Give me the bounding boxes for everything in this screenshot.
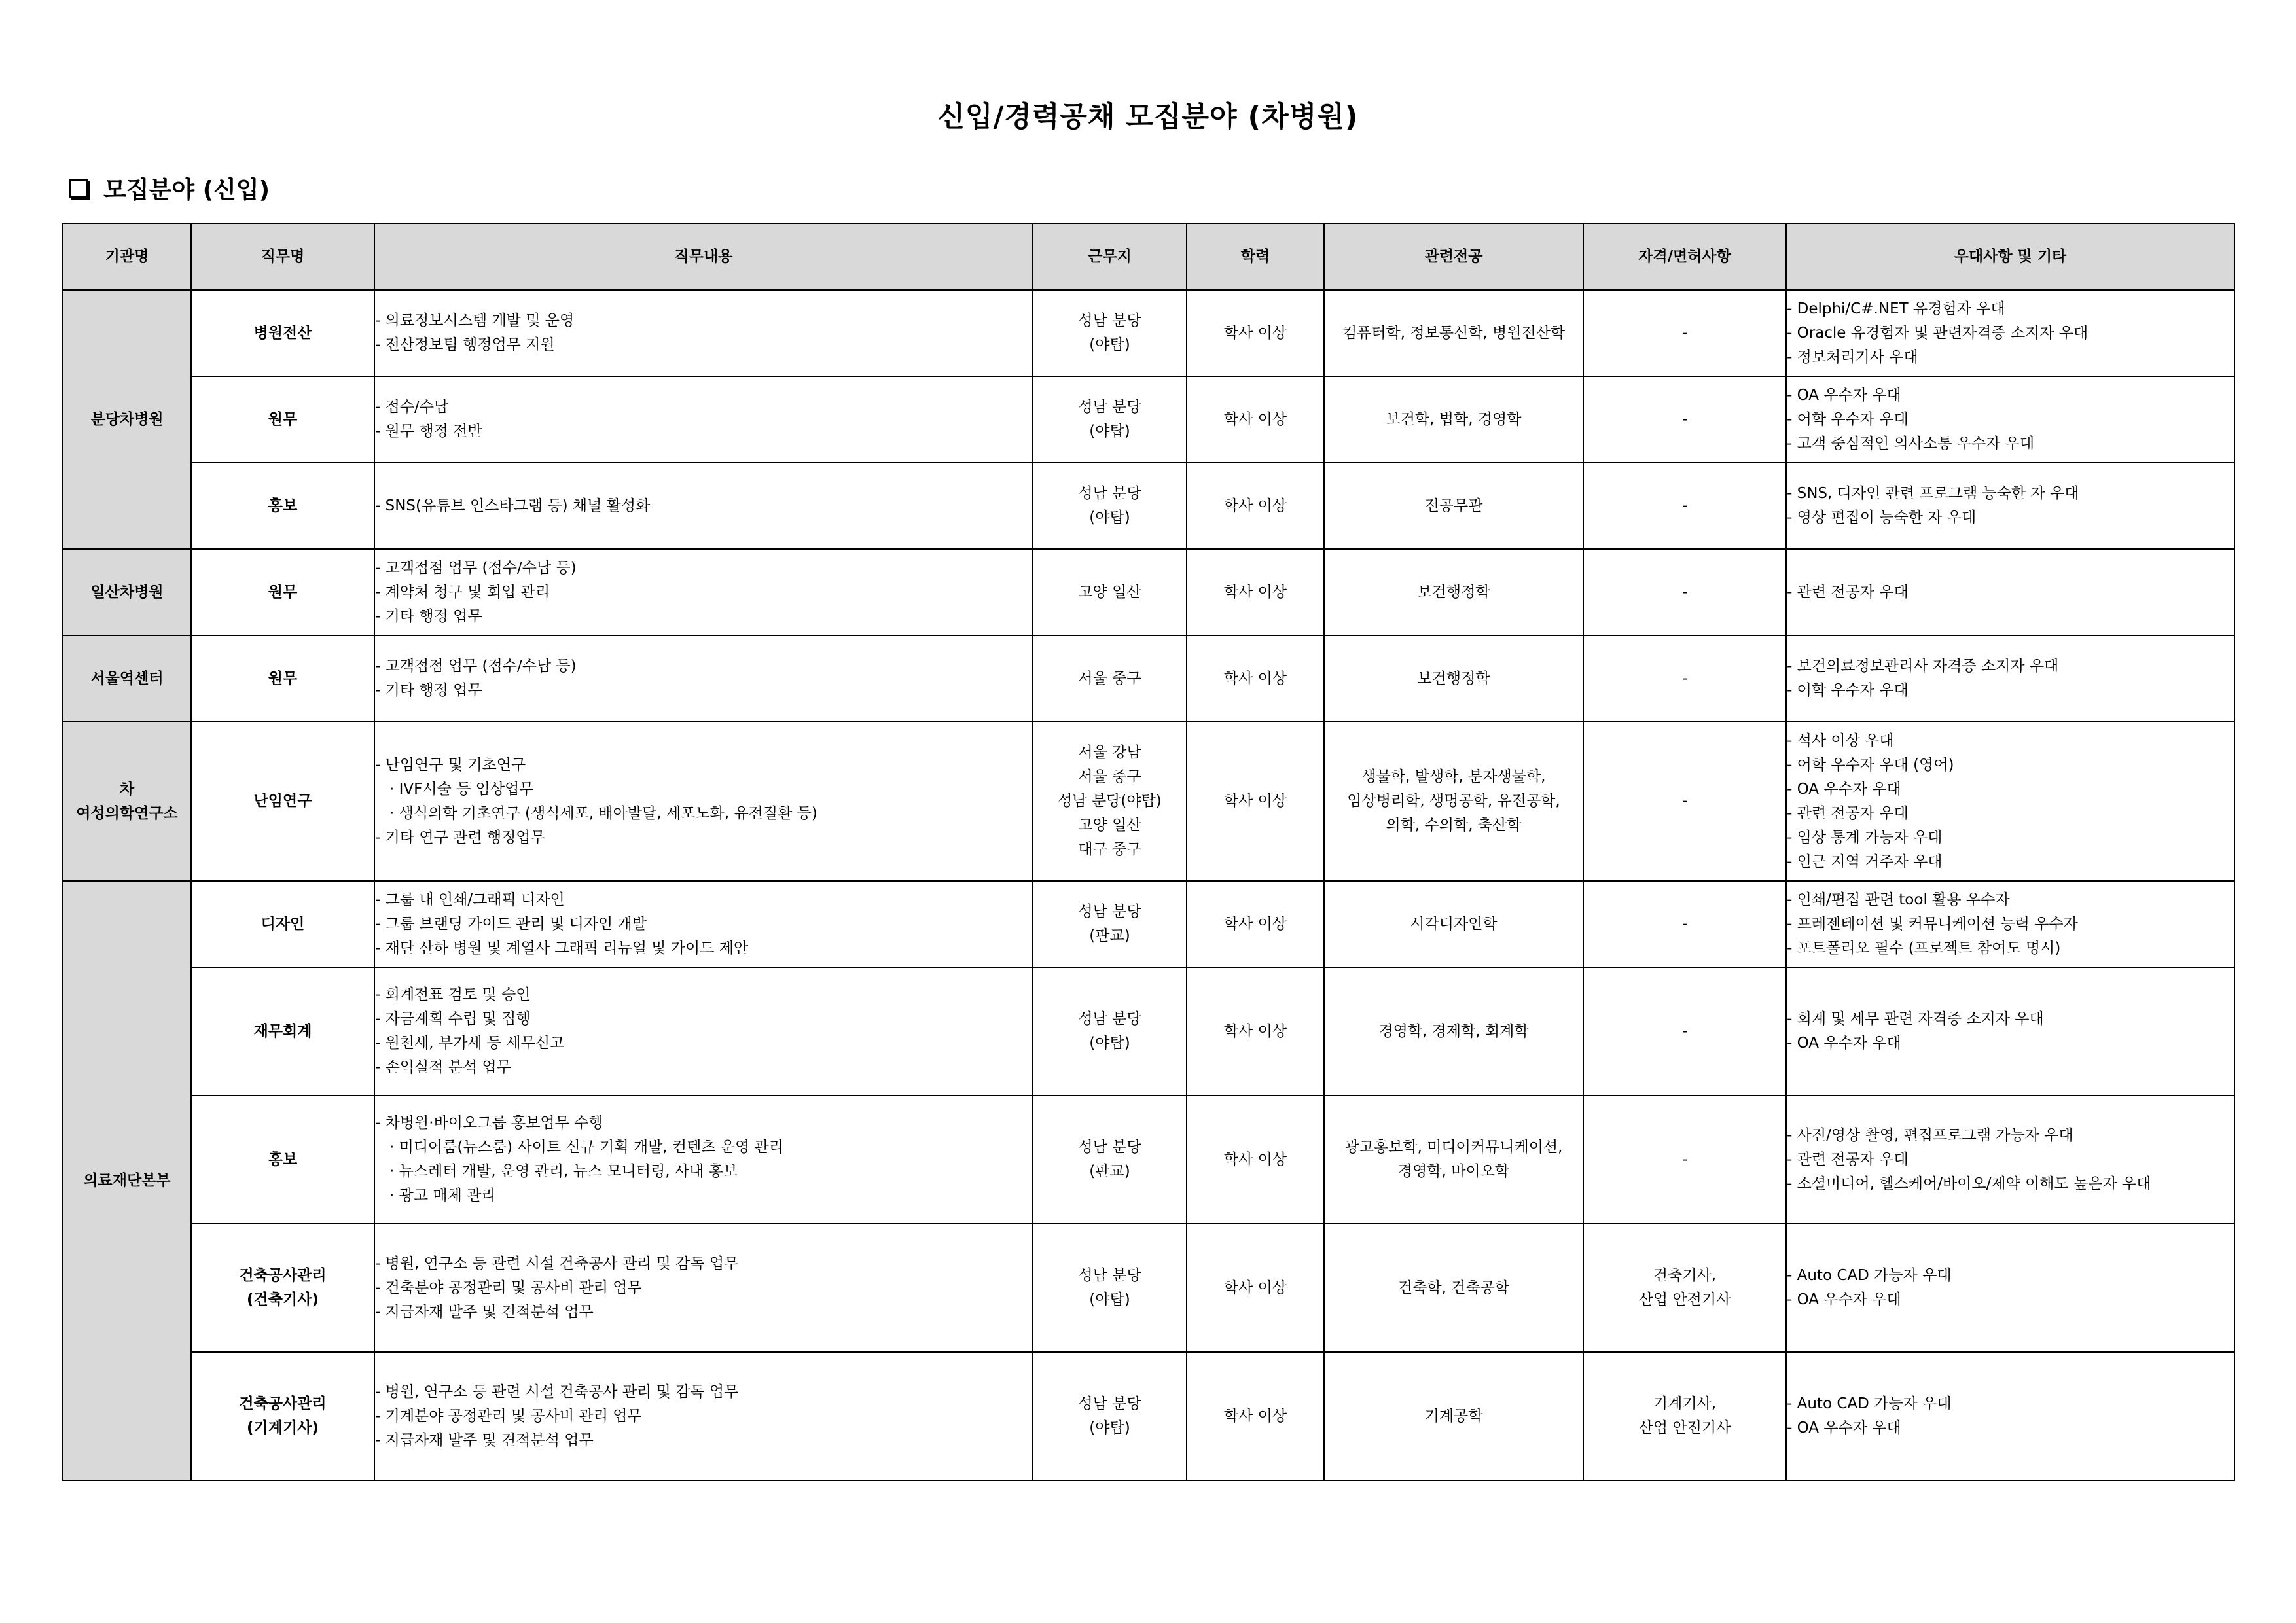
major-cell (1324, 881, 1583, 967)
org-name-line: 차 (119, 780, 135, 798)
certification-cell (1583, 722, 1786, 881)
preference-cell (1786, 1096, 2234, 1224)
duty-cell (374, 290, 1033, 376)
major-cell (1324, 1352, 1583, 1480)
major-cell (1324, 549, 1583, 635)
major-line: 보건행정학 (1417, 669, 1490, 687)
preference-line: - 고객 중심적인 의사소통 우수자 우대 (1787, 435, 2035, 452)
education-line: 학사 이상 (1223, 1150, 1287, 1168)
major-line: 기계공학 (1424, 1407, 1483, 1425)
duty-line: - 재단 산하 병원 및 계열사 그래픽 리뉴얼 및 가이드 제안 (375, 939, 749, 957)
duty-line: - 지급자재 발주 및 견적분석 업무 (375, 1303, 594, 1321)
preference-line: - 소셜미디어, 헬스케어/바이오/제약 이해도 높은자 우대 (1787, 1175, 2151, 1192)
table-row (63, 635, 2234, 722)
preference-line: - 임상 통계 가능자 우대 (1787, 829, 1943, 846)
certification-cell (1583, 549, 1786, 635)
preference-line: - 어학 우수자 우대 (1787, 410, 1909, 428)
certification-line: - (1681, 497, 1688, 514)
duty-line: - 기타 행정 업무 (375, 682, 482, 699)
duty-line: - 그룹 내 인쇄/그래픽 디자인 (375, 891, 565, 908)
location-line: 성남 분당 (1078, 312, 1141, 329)
preference-line: - 회계 및 세무 관련 자격증 소지자 우대 (1787, 1010, 2044, 1027)
page-title: 신입/경력공채 모집분야 (차병원) (937, 101, 1359, 134)
major-line: 컴퓨터학, 정보통신학, 병원전산학 (1342, 324, 1566, 342)
major-cell (1324, 376, 1583, 463)
location-cell (1033, 1096, 1187, 1224)
job-title-line: 난임연구 (253, 793, 312, 810)
preference-line: - OA 우수자 우대 (1787, 1035, 1901, 1052)
job-title-line: 건축공사관리 (239, 1395, 327, 1412)
recruitment-table (62, 223, 2235, 1481)
location-cell (1033, 722, 1187, 881)
certification-cell (1583, 1352, 1786, 1480)
preference-cell (1786, 549, 2234, 635)
checkbox-square-icon (69, 179, 88, 198)
preference-line: - 어학 우수자 우대 (1787, 682, 1909, 699)
duty-line: · 뉴스레터 개발, 운영 관리, 뉴스 모니터링, 사내 홍보 (389, 1163, 738, 1180)
preference-line: - 인근 지역 거주자 우대 (1787, 853, 1943, 870)
certification-cell (1583, 1224, 1786, 1352)
education-cell (1187, 463, 1324, 549)
duty-line: · IVF시술 등 임상업무 (389, 780, 534, 798)
job-title-cell (191, 290, 374, 376)
education-cell (1187, 967, 1324, 1096)
location-line: (야탑) (1089, 509, 1130, 526)
location-line: (야탑) (1089, 423, 1130, 440)
job-title-cell (191, 1224, 374, 1352)
location-line: 성남 분당 (1078, 1395, 1141, 1412)
preference-line: - 프레젠테이션 및 커뮤니케이션 능력 우수자 (1787, 915, 2078, 933)
org-cell-womens-research (63, 722, 191, 881)
duty-line: - 기타 행정 업무 (375, 607, 482, 625)
certification-line: - (1681, 1150, 1688, 1168)
duty-cell (374, 967, 1033, 1096)
education-cell (1187, 290, 1324, 376)
job-title-line: 디자인 (260, 915, 305, 933)
job-title-line: 건축공사관리 (239, 1267, 327, 1284)
job-title-cell (191, 967, 374, 1096)
duty-line: - 회계전표 검토 및 승인 (375, 986, 531, 1003)
certification-line: 건축기사, (1653, 1267, 1717, 1284)
education-cell (1187, 881, 1324, 967)
education-cell (1187, 376, 1324, 463)
duty-line: - 손익실적 분석 업무 (375, 1059, 511, 1076)
preference-cell (1786, 722, 2234, 881)
preference-cell (1786, 967, 2234, 1096)
certification-line: - (1681, 583, 1688, 601)
major-line: 보건학, 법학, 경영학 (1386, 410, 1522, 428)
duty-line: - 난임연구 및 기초연구 (375, 756, 526, 774)
duty-line: - 병원, 연구소 등 관련 시설 건축공사 관리 및 감독 업무 (375, 1383, 739, 1400)
table-row (63, 376, 2234, 463)
duty-cell (374, 463, 1033, 549)
duty-line: - 원무 행정 전반 (375, 423, 482, 440)
education-line: 학사 이상 (1223, 324, 1287, 342)
duty-cell (374, 635, 1033, 722)
certification-cell (1583, 967, 1786, 1096)
location-line: (야탑) (1089, 336, 1130, 353)
major-cell (1324, 463, 1583, 549)
location-line: 성남 분당 (1078, 485, 1141, 502)
preference-line: - 정보처리기사 우대 (1787, 348, 1918, 366)
job-title-cell (191, 376, 374, 463)
certification-line: - (1681, 1022, 1688, 1040)
location-line: 서울 중구 (1078, 669, 1141, 687)
location-line: 성남 분당(야탑) (1058, 793, 1162, 810)
location-line: (야탑) (1089, 1035, 1130, 1052)
duty-line: - 고객접점 업무 (접수/수납 등) (375, 559, 577, 577)
location-cell (1033, 1352, 1187, 1480)
org-cell-seoul-station: 서울역센터 (63, 635, 191, 722)
org-cell-bundang: 분당차병원 (63, 290, 191, 549)
header-org: 기관명 (63, 223, 191, 290)
certification-line: - (1681, 915, 1688, 933)
job-title-line: 원무 (268, 669, 298, 687)
duty-line: - 병원, 연구소 등 관련 시설 건축공사 관리 및 감독 업무 (375, 1255, 739, 1272)
location-line: 서울 중구 (1078, 768, 1141, 785)
preference-line: - SNS, 디자인 관련 프로그램 능숙한 자 우대 (1787, 485, 2079, 502)
certification-line: 기계기사, (1653, 1395, 1717, 1412)
job-title-line: 홍보 (268, 497, 298, 514)
preference-line: - OA 우수자 우대 (1787, 1291, 1901, 1308)
education-line: 학사 이상 (1223, 915, 1287, 933)
certification-line: - (1681, 793, 1688, 810)
location-cell (1033, 1224, 1187, 1352)
major-line: 전공무관 (1424, 497, 1483, 514)
table-row (63, 1224, 2234, 1352)
duty-line: - 기계분야 공정관리 및 공사비 관리 업무 (375, 1407, 642, 1425)
preference-line: - OA 우수자 우대 (1787, 1419, 1901, 1436)
major-cell (1324, 967, 1583, 1096)
table-row (63, 1352, 2234, 1480)
location-cell (1033, 549, 1187, 635)
location-line: (판교) (1089, 1163, 1130, 1180)
preference-cell (1786, 881, 2234, 967)
major-cell (1324, 1224, 1583, 1352)
section-heading-label: 모집분야 (신입) (103, 177, 270, 204)
preference-line: - 포트폴리오 필수 (프로젝트 참여도 명시) (1787, 939, 2061, 957)
certification-line: 산업 안전기사 (1638, 1419, 1731, 1436)
major-line: 보건행정학 (1417, 583, 1490, 601)
major-line: 생물학, 발생학, 분자생물학, (1361, 768, 1546, 785)
major-cell (1324, 1096, 1583, 1224)
education-cell (1187, 635, 1324, 722)
preference-line: - 영상 편집이 능숙한 자 우대 (1787, 509, 1977, 526)
duty-line: · 광고 매체 관리 (389, 1187, 496, 1204)
location-cell (1033, 376, 1187, 463)
job-title-line: 병원전산 (253, 324, 312, 342)
preference-line: - 인쇄/편집 관련 tool 활용 우수자 (1787, 891, 2010, 908)
education-cell (1187, 722, 1324, 881)
major-line: 의학, 수의학, 축산학 (1386, 817, 1522, 834)
preference-cell (1786, 290, 2234, 376)
table-row (63, 463, 2234, 549)
preference-line: - 사진/영상 촬영, 편집프로그램 가능자 우대 (1787, 1126, 2073, 1144)
duty-cell (374, 1352, 1033, 1480)
location-line: 대구 중구 (1078, 841, 1141, 858)
preference-line: - OA 우수자 우대 (1787, 780, 1901, 798)
duty-line: - 원천세, 부가세 등 세무신고 (375, 1035, 565, 1052)
job-title-cell (191, 463, 374, 549)
preference-line: - 관련 전공자 우대 (1787, 583, 1909, 601)
table-row (63, 967, 2234, 1096)
location-line: 성남 분당 (1078, 1267, 1141, 1284)
location-line: 성남 분당 (1078, 1010, 1141, 1027)
education-line: 학사 이상 (1223, 669, 1287, 687)
major-cell (1324, 635, 1583, 722)
location-cell (1033, 290, 1187, 376)
location-cell (1033, 463, 1187, 549)
job-title-cell (191, 1096, 374, 1224)
location-cell (1033, 881, 1187, 967)
preference-cell (1786, 1352, 2234, 1480)
duty-line: - 계약처 청구 및 회입 관리 (375, 583, 550, 601)
location-line: (판교) (1089, 927, 1130, 944)
duty-line: - 의료정보시스템 개발 및 운영 (375, 312, 575, 329)
location-line: 고양 일산 (1078, 583, 1141, 601)
certification-cell (1583, 635, 1786, 722)
location-line: 서울 강남 (1078, 744, 1141, 761)
duty-line: - 지급자재 발주 및 견적분석 업무 (375, 1431, 594, 1449)
job-title-line: 홍보 (268, 1150, 298, 1168)
preference-cell (1786, 1224, 2234, 1352)
education-line: 학사 이상 (1223, 497, 1287, 514)
certification-cell (1583, 463, 1786, 549)
education-line: 학사 이상 (1223, 1407, 1287, 1425)
preference-line: - Auto CAD 가능자 우대 (1787, 1267, 1952, 1284)
major-line: 경영학, 바이오학 (1397, 1163, 1510, 1180)
location-line: 고양 일산 (1078, 817, 1141, 834)
duty-line: - 전산정보팀 행정업무 지원 (375, 336, 555, 353)
header-location: 근무지 (1033, 223, 1187, 290)
header-certification: 자격/면허사항 (1583, 223, 1786, 290)
certification-line: - (1681, 324, 1688, 342)
preference-line: - 석사 이상 우대 (1787, 732, 1894, 749)
section-heading (67, 171, 270, 205)
header-duty: 직무내용 (374, 223, 1033, 290)
table-row (63, 549, 2234, 635)
job-title-cell (191, 722, 374, 881)
duty-cell (374, 881, 1033, 967)
preference-line: - Auto CAD 가능자 우대 (1787, 1395, 1952, 1412)
preference-cell (1786, 463, 2234, 549)
job-title-line: 원무 (268, 583, 298, 601)
duty-line: - 접수/수납 (375, 399, 449, 416)
certification-cell (1583, 290, 1786, 376)
location-cell (1033, 967, 1187, 1096)
duty-cell (374, 376, 1033, 463)
table-row (63, 722, 2234, 881)
certification-line: 산업 안전기사 (1638, 1291, 1731, 1308)
major-cell (1324, 722, 1583, 881)
education-line: 학사 이상 (1223, 1022, 1287, 1040)
preference-line: - OA 우수자 우대 (1787, 386, 1901, 404)
certification-cell (1583, 1096, 1786, 1224)
education-line: 학사 이상 (1223, 410, 1287, 428)
major-cell (1324, 290, 1583, 376)
header-major: 관련전공 (1324, 223, 1583, 290)
location-line: 성남 분당 (1078, 1139, 1141, 1156)
certification-line: - (1681, 669, 1688, 687)
preference-line: - 보건의료정보관리사 자격증 소지자 우대 (1787, 658, 2059, 675)
education-cell (1187, 549, 1324, 635)
location-line: (야탑) (1089, 1419, 1130, 1436)
duty-line: · 생식의학 기초연구 (생식세포, 배아발달, 세포노화, 유전질환 등) (389, 804, 817, 822)
location-line: 성남 분당 (1078, 399, 1141, 416)
major-line: 광고홍보학, 미디어커뮤니케이션, (1344, 1139, 1563, 1156)
education-line: 학사 이상 (1223, 1279, 1287, 1296)
job-title-cell (191, 881, 374, 967)
location-cell (1033, 635, 1187, 722)
org-cell-ilsan: 일산차병원 (63, 549, 191, 635)
preference-line: - 어학 우수자 우대 (영어) (1787, 756, 1954, 774)
preference-line: - 관련 전공자 우대 (1787, 804, 1909, 822)
job-title-line: 재무회계 (253, 1022, 312, 1040)
table-row (63, 881, 2234, 967)
duty-cell (374, 1224, 1033, 1352)
job-title-line: (건축기사) (247, 1291, 319, 1308)
preference-line: - Delphi/C#.NET 유경험자 우대 (1787, 300, 2005, 317)
major-line: 경영학, 경제학, 회계학 (1378, 1022, 1529, 1040)
job-title-cell (191, 1352, 374, 1480)
job-title-cell (191, 549, 374, 635)
preference-cell (1786, 635, 2234, 722)
duty-line: - 건축분야 공정관리 및 공사비 관리 업무 (375, 1279, 642, 1296)
duty-cell (374, 549, 1033, 635)
job-title-line: (기계기사) (247, 1419, 319, 1436)
table-row (63, 1096, 2234, 1224)
org-cell-medical-foundation: 의료재단본부 (63, 881, 191, 1480)
education-cell (1187, 1224, 1324, 1352)
job-title-cell (191, 635, 374, 722)
location-line: 성남 분당 (1078, 903, 1141, 920)
major-line: 시각디자인학 (1410, 915, 1498, 933)
preference-cell (1786, 376, 2234, 463)
education-line: 학사 이상 (1223, 583, 1287, 601)
job-title-line: 원무 (268, 410, 298, 428)
duty-line: - 자금계획 수립 및 집행 (375, 1010, 531, 1027)
education-cell (1187, 1352, 1324, 1480)
table-header-row (63, 223, 2234, 290)
duty-line: - 기타 연구 관련 행정업무 (375, 829, 545, 846)
certification-line: - (1681, 410, 1688, 428)
duty-line: · 미디어룸(뉴스룸) 사이트 신규 기획 개발, 컨텐츠 운영 관리 (389, 1139, 784, 1156)
preference-line: - 관련 전공자 우대 (1787, 1150, 1909, 1168)
certification-cell (1583, 881, 1786, 967)
duty-line: - 차병원·바이오그룹 홍보업무 수행 (375, 1115, 603, 1132)
major-line: 임상병리학, 생명공학, 유전공학, (1347, 793, 1560, 810)
education-cell (1187, 1096, 1324, 1224)
header-job: 직무명 (191, 223, 374, 290)
duty-line: - 그룹 브랜딩 가이드 관리 및 디자인 개발 (375, 915, 647, 933)
header-preference: 우대사항 및 기타 (1786, 223, 2234, 290)
org-name-line: 여성의학연구소 (76, 804, 178, 822)
duty-line: - SNS(유튜브 인스타그램 등) 채널 활성화 (375, 497, 651, 514)
preference-line: - Oracle 유경험자 및 관련자격증 소지자 우대 (1787, 324, 2089, 342)
duty-line: - 고객접점 업무 (접수/수납 등) (375, 658, 577, 675)
education-line: 학사 이상 (1223, 793, 1287, 810)
location-line: (야탑) (1089, 1291, 1130, 1308)
major-line: 건축학, 건축공학 (1397, 1279, 1510, 1296)
certification-cell (1583, 376, 1786, 463)
header-education: 학력 (1187, 223, 1324, 290)
duty-cell (374, 1096, 1033, 1224)
table-row (63, 290, 2234, 376)
duty-cell (374, 722, 1033, 881)
